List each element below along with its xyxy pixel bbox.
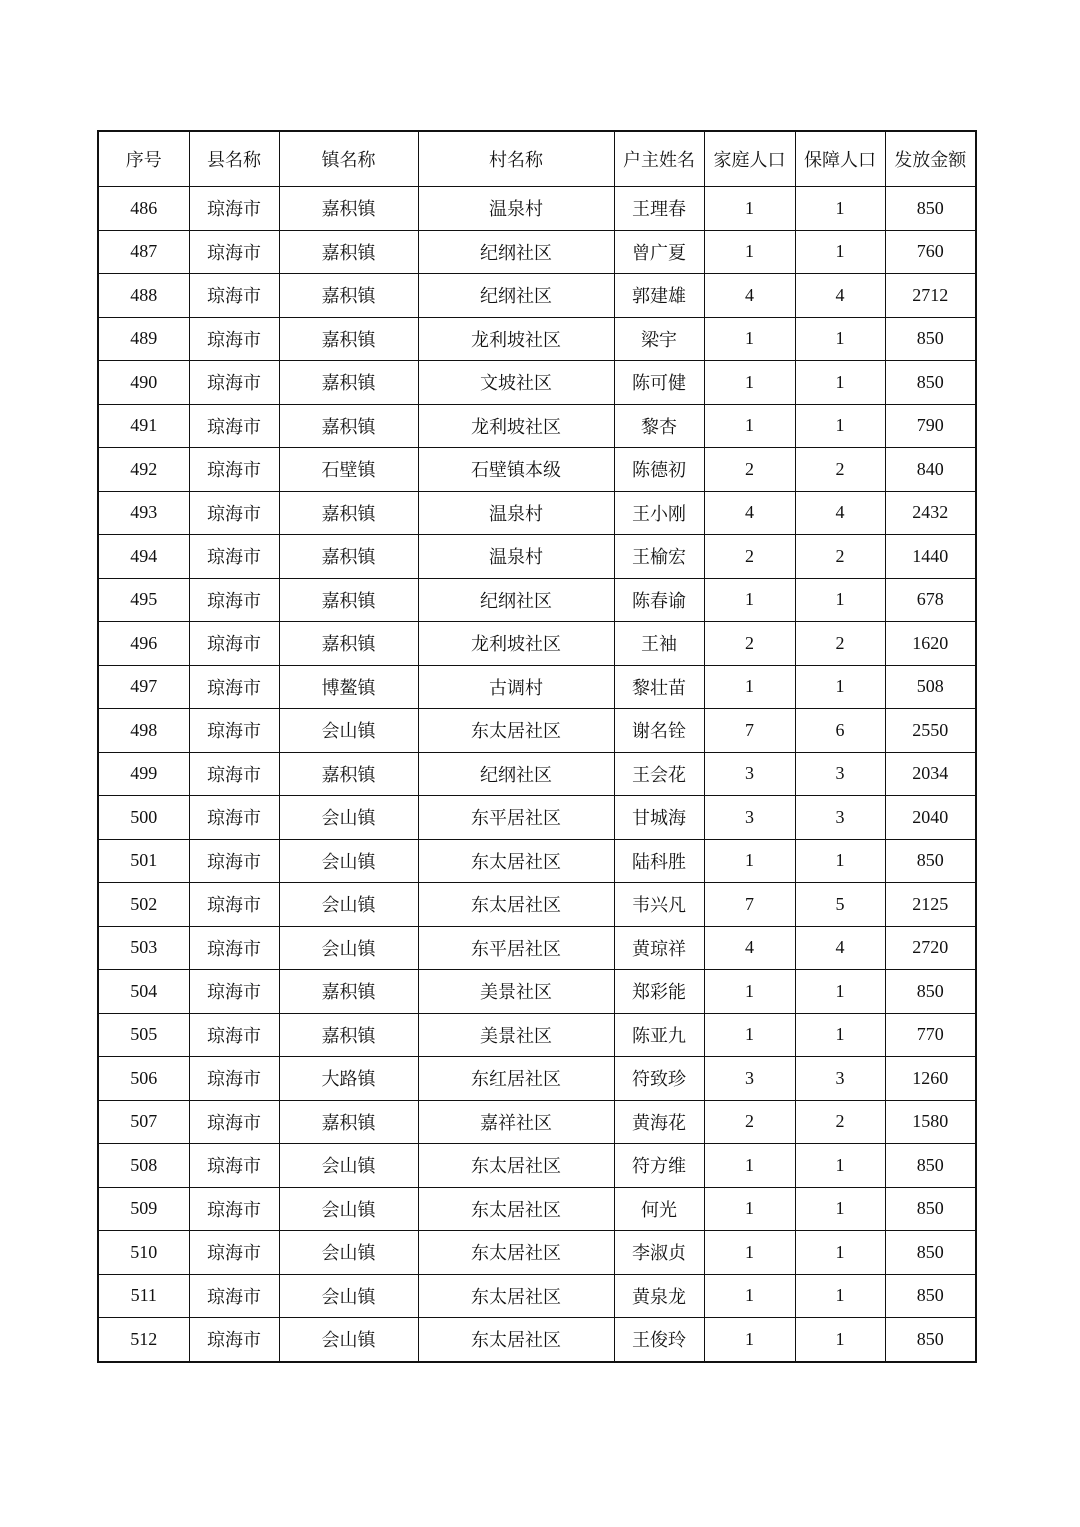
- cell-village: 温泉村: [418, 491, 614, 535]
- cell-family-size: 1: [704, 187, 795, 231]
- cell-family-size: 4: [704, 491, 795, 535]
- cell-covered-size: 3: [795, 752, 885, 796]
- cell-county: 琼海市: [189, 1057, 279, 1101]
- cell-householder: 黄海花: [614, 1100, 704, 1144]
- cell-town: 嘉积镇: [279, 491, 418, 535]
- cell-amount: 850: [885, 1274, 976, 1318]
- cell-village: 纪纲社区: [418, 274, 614, 318]
- cell-village: 纪纲社区: [418, 752, 614, 796]
- cell-village: 东太居社区: [418, 839, 614, 883]
- cell-covered-size: 2: [795, 1100, 885, 1144]
- cell-amount: 850: [885, 1318, 976, 1362]
- cell-amount: 850: [885, 361, 976, 405]
- cell-town: 嘉积镇: [279, 578, 418, 622]
- cell-county: 琼海市: [189, 230, 279, 274]
- cell-town: 嘉积镇: [279, 404, 418, 448]
- cell-county: 琼海市: [189, 752, 279, 796]
- table-row: [98, 274, 976, 318]
- cell-family-size: 1: [704, 361, 795, 405]
- cell-amount: 850: [885, 970, 976, 1014]
- cell-town: 嘉积镇: [279, 1013, 418, 1057]
- cell-householder: 何光: [614, 1187, 704, 1231]
- cell-family-size: 7: [704, 883, 795, 927]
- cell-village: 古调村: [418, 665, 614, 709]
- header-town: 镇名称: [279, 131, 418, 187]
- cell-village: 东太居社区: [418, 709, 614, 753]
- cell-family-size: 4: [704, 926, 795, 970]
- header-village: 村名称: [418, 131, 614, 187]
- cell-householder: 陈德初: [614, 448, 704, 492]
- cell-family-size: 1: [704, 1013, 795, 1057]
- cell-serial-no: 503: [98, 926, 189, 970]
- cell-county: 琼海市: [189, 491, 279, 535]
- cell-serial-no: 505: [98, 1013, 189, 1057]
- cell-householder: 王理春: [614, 187, 704, 231]
- cell-family-size: 1: [704, 1187, 795, 1231]
- table-row: [98, 1144, 976, 1188]
- cell-covered-size: 2: [795, 535, 885, 579]
- cell-householder: 王小刚: [614, 491, 704, 535]
- header-family-size: 家庭人口: [704, 131, 795, 187]
- cell-amount: 760: [885, 230, 976, 274]
- table-row: [98, 1057, 976, 1101]
- header-serial-no: 序号: [98, 131, 189, 187]
- cell-serial-no: 496: [98, 622, 189, 666]
- cell-village: 美景社区: [418, 970, 614, 1014]
- cell-county: 琼海市: [189, 970, 279, 1014]
- cell-amount: 790: [885, 404, 976, 448]
- cell-town: 博鳌镇: [279, 665, 418, 709]
- table-row: [98, 796, 976, 840]
- cell-county: 琼海市: [189, 709, 279, 753]
- cell-county: 琼海市: [189, 361, 279, 405]
- cell-serial-no: 495: [98, 578, 189, 622]
- cell-serial-no: 508: [98, 1144, 189, 1188]
- cell-amount: 770: [885, 1013, 976, 1057]
- cell-covered-size: 1: [795, 317, 885, 361]
- cell-town: 会山镇: [279, 709, 418, 753]
- cell-county: 琼海市: [189, 404, 279, 448]
- cell-family-size: 1: [704, 1231, 795, 1275]
- table-row: [98, 361, 976, 405]
- cell-county: 琼海市: [189, 535, 279, 579]
- cell-county: 琼海市: [189, 665, 279, 709]
- cell-county: 琼海市: [189, 274, 279, 318]
- cell-family-size: 4: [704, 274, 795, 318]
- cell-county: 琼海市: [189, 926, 279, 970]
- cell-serial-no: 494: [98, 535, 189, 579]
- cell-town: 会山镇: [279, 839, 418, 883]
- cell-covered-size: 4: [795, 274, 885, 318]
- header-county: 县名称: [189, 131, 279, 187]
- cell-village: 石壁镇本级: [418, 448, 614, 492]
- cell-town: 嘉积镇: [279, 752, 418, 796]
- cell-county: 琼海市: [189, 1318, 279, 1362]
- cell-town: 嘉积镇: [279, 187, 418, 231]
- cell-householder: 郑彩能: [614, 970, 704, 1014]
- cell-family-size: 1: [704, 665, 795, 709]
- cell-serial-no: 502: [98, 883, 189, 927]
- cell-family-size: 1: [704, 230, 795, 274]
- cell-householder: 梁宇: [614, 317, 704, 361]
- cell-householder: 王榆宏: [614, 535, 704, 579]
- cell-town: 大路镇: [279, 1057, 418, 1101]
- cell-village: 龙利坡社区: [418, 622, 614, 666]
- header-covered-size: 保障人口: [795, 131, 885, 187]
- cell-town: 嘉积镇: [279, 970, 418, 1014]
- cell-covered-size: 1: [795, 970, 885, 1014]
- cell-village: 东红居社区: [418, 1057, 614, 1101]
- cell-covered-size: 1: [795, 230, 885, 274]
- cell-village: 东太居社区: [418, 1231, 614, 1275]
- cell-county: 琼海市: [189, 1100, 279, 1144]
- cell-serial-no: 510: [98, 1231, 189, 1275]
- cell-village: 东太居社区: [418, 1187, 614, 1231]
- cell-county: 琼海市: [189, 796, 279, 840]
- cell-serial-no: 497: [98, 665, 189, 709]
- cell-amount: 2550: [885, 709, 976, 753]
- cell-serial-no: 506: [98, 1057, 189, 1101]
- cell-householder: 王会花: [614, 752, 704, 796]
- cell-serial-no: 493: [98, 491, 189, 535]
- cell-covered-size: 1: [795, 1274, 885, 1318]
- cell-covered-size: 1: [795, 187, 885, 231]
- table-row: [98, 317, 976, 361]
- cell-covered-size: 1: [795, 578, 885, 622]
- cell-serial-no: 490: [98, 361, 189, 405]
- cell-town: 嘉积镇: [279, 230, 418, 274]
- cell-town: 会山镇: [279, 1144, 418, 1188]
- cell-amount: 2040: [885, 796, 976, 840]
- cell-town: 会山镇: [279, 883, 418, 927]
- cell-family-size: 3: [704, 1057, 795, 1101]
- table-row: [98, 883, 976, 927]
- cell-town: 嘉积镇: [279, 535, 418, 579]
- cell-village: 东平居社区: [418, 926, 614, 970]
- cell-village: 纪纲社区: [418, 230, 614, 274]
- cell-serial-no: 488: [98, 274, 189, 318]
- cell-covered-size: 6: [795, 709, 885, 753]
- cell-householder: 黎壮苗: [614, 665, 704, 709]
- table-row: [98, 709, 976, 753]
- allowance-table: [97, 130, 977, 1363]
- table-row: [98, 1318, 976, 1362]
- table-row: [98, 622, 976, 666]
- cell-village: 温泉村: [418, 187, 614, 231]
- cell-covered-size: 2: [795, 622, 885, 666]
- table-row: [98, 230, 976, 274]
- cell-county: 琼海市: [189, 1274, 279, 1318]
- cell-amount: 2432: [885, 491, 976, 535]
- cell-village: 美景社区: [418, 1013, 614, 1057]
- table-row: [98, 535, 976, 579]
- cell-covered-size: 4: [795, 491, 885, 535]
- table-row: [98, 187, 976, 231]
- cell-covered-size: 4: [795, 926, 885, 970]
- cell-town: 会山镇: [279, 926, 418, 970]
- table-row: [98, 1100, 976, 1144]
- cell-householder: 李淑贞: [614, 1231, 704, 1275]
- cell-serial-no: 498: [98, 709, 189, 753]
- cell-householder: 甘城海: [614, 796, 704, 840]
- cell-family-size: 1: [704, 578, 795, 622]
- cell-family-size: 7: [704, 709, 795, 753]
- cell-county: 琼海市: [189, 622, 279, 666]
- cell-amount: 2712: [885, 274, 976, 318]
- cell-serial-no: 501: [98, 839, 189, 883]
- cell-householder: 黄泉龙: [614, 1274, 704, 1318]
- cell-town: 嘉积镇: [279, 622, 418, 666]
- table-row: [98, 1013, 976, 1057]
- cell-serial-no: 499: [98, 752, 189, 796]
- cell-family-size: 1: [704, 1274, 795, 1318]
- table-row: [98, 839, 976, 883]
- table-row: [98, 970, 976, 1014]
- cell-amount: 850: [885, 187, 976, 231]
- cell-covered-size: 3: [795, 796, 885, 840]
- cell-amount: 2720: [885, 926, 976, 970]
- table-row: [98, 448, 976, 492]
- cell-householder: 黄琼祥: [614, 926, 704, 970]
- cell-serial-no: 492: [98, 448, 189, 492]
- cell-village: 东太居社区: [418, 1318, 614, 1362]
- cell-town: 石壁镇: [279, 448, 418, 492]
- cell-county: 琼海市: [189, 883, 279, 927]
- cell-householder: 韦兴凡: [614, 883, 704, 927]
- table-row: [98, 1187, 976, 1231]
- cell-family-size: 1: [704, 404, 795, 448]
- cell-covered-size: 1: [795, 1144, 885, 1188]
- table-row: [98, 491, 976, 535]
- cell-serial-no: 489: [98, 317, 189, 361]
- cell-serial-no: 500: [98, 796, 189, 840]
- cell-covered-size: 1: [795, 839, 885, 883]
- cell-amount: 850: [885, 1144, 976, 1188]
- cell-covered-size: 2: [795, 448, 885, 492]
- cell-amount: 678: [885, 578, 976, 622]
- cell-covered-size: 5: [795, 883, 885, 927]
- cell-town: 嘉积镇: [279, 274, 418, 318]
- cell-town: 会山镇: [279, 1274, 418, 1318]
- cell-serial-no: 486: [98, 187, 189, 231]
- header-householder: 户主姓名: [614, 131, 704, 187]
- cell-family-size: 2: [704, 448, 795, 492]
- cell-county: 琼海市: [189, 1231, 279, 1275]
- cell-village: 东太居社区: [418, 1144, 614, 1188]
- cell-family-size: 3: [704, 796, 795, 840]
- cell-town: 嘉积镇: [279, 1100, 418, 1144]
- cell-householder: 郭建雄: [614, 274, 704, 318]
- cell-amount: 1260: [885, 1057, 976, 1101]
- cell-family-size: 3: [704, 752, 795, 796]
- cell-village: 嘉祥社区: [418, 1100, 614, 1144]
- cell-amount: 850: [885, 317, 976, 361]
- table-header-row: [98, 131, 976, 187]
- cell-family-size: 1: [704, 839, 795, 883]
- cell-town: 嘉积镇: [279, 361, 418, 405]
- cell-householder: 王俊玲: [614, 1318, 704, 1362]
- cell-householder: 符方维: [614, 1144, 704, 1188]
- cell-county: 琼海市: [189, 578, 279, 622]
- cell-town: 嘉积镇: [279, 317, 418, 361]
- cell-covered-size: 1: [795, 665, 885, 709]
- cell-village: 东太居社区: [418, 883, 614, 927]
- table-row: [98, 752, 976, 796]
- cell-town: 会山镇: [279, 1318, 418, 1362]
- table-row: [98, 665, 976, 709]
- cell-householder: 谢名铨: [614, 709, 704, 753]
- cell-covered-size: 1: [795, 1013, 885, 1057]
- cell-householder: 陈可健: [614, 361, 704, 405]
- cell-family-size: 1: [704, 970, 795, 1014]
- cell-householder: 王袖: [614, 622, 704, 666]
- cell-serial-no: 504: [98, 970, 189, 1014]
- cell-family-size: 2: [704, 622, 795, 666]
- cell-householder: 曾广夏: [614, 230, 704, 274]
- cell-covered-size: 1: [795, 1231, 885, 1275]
- cell-county: 琼海市: [189, 839, 279, 883]
- cell-serial-no: 511: [98, 1274, 189, 1318]
- cell-amount: 850: [885, 1187, 976, 1231]
- cell-county: 琼海市: [189, 1144, 279, 1188]
- cell-family-size: 2: [704, 535, 795, 579]
- cell-village: 龙利坡社区: [418, 317, 614, 361]
- cell-family-size: 1: [704, 317, 795, 361]
- cell-amount: 1620: [885, 622, 976, 666]
- cell-householder: 黎杏: [614, 404, 704, 448]
- cell-town: 会山镇: [279, 1187, 418, 1231]
- cell-amount: 1580: [885, 1100, 976, 1144]
- table-body: [98, 187, 976, 1362]
- cell-covered-size: 1: [795, 1318, 885, 1362]
- cell-amount: 850: [885, 1231, 976, 1275]
- cell-village: 东太居社区: [418, 1274, 614, 1318]
- cell-covered-size: 1: [795, 404, 885, 448]
- cell-village: 温泉村: [418, 535, 614, 579]
- cell-amount: 2034: [885, 752, 976, 796]
- cell-county: 琼海市: [189, 1187, 279, 1231]
- cell-serial-no: 512: [98, 1318, 189, 1362]
- header-amount: 发放金额: [885, 131, 976, 187]
- cell-family-size: 2: [704, 1100, 795, 1144]
- cell-householder: 陈亚九: [614, 1013, 704, 1057]
- cell-serial-no: 487: [98, 230, 189, 274]
- cell-family-size: 1: [704, 1144, 795, 1188]
- cell-householder: 陈春谕: [614, 578, 704, 622]
- cell-village: 纪纲社区: [418, 578, 614, 622]
- cell-serial-no: 491: [98, 404, 189, 448]
- cell-covered-size: 3: [795, 1057, 885, 1101]
- cell-householder: 符致珍: [614, 1057, 704, 1101]
- cell-amount: 850: [885, 839, 976, 883]
- cell-town: 会山镇: [279, 796, 418, 840]
- cell-town: 会山镇: [279, 1231, 418, 1275]
- cell-family-size: 1: [704, 1318, 795, 1362]
- table-row: [98, 1274, 976, 1318]
- table-row: [98, 1231, 976, 1275]
- cell-village: 东平居社区: [418, 796, 614, 840]
- cell-covered-size: 1: [795, 1187, 885, 1231]
- cell-amount: 2125: [885, 883, 976, 927]
- cell-amount: 1440: [885, 535, 976, 579]
- cell-amount: 840: [885, 448, 976, 492]
- cell-householder: 陆科胜: [614, 839, 704, 883]
- cell-covered-size: 1: [795, 361, 885, 405]
- table-row: [98, 926, 976, 970]
- table-row: [98, 578, 976, 622]
- cell-county: 琼海市: [189, 1013, 279, 1057]
- cell-county: 琼海市: [189, 187, 279, 231]
- cell-county: 琼海市: [189, 317, 279, 361]
- cell-county: 琼海市: [189, 448, 279, 492]
- cell-amount: 508: [885, 665, 976, 709]
- cell-village: 龙利坡社区: [418, 404, 614, 448]
- cell-village: 文坡社区: [418, 361, 614, 405]
- cell-serial-no: 507: [98, 1100, 189, 1144]
- table-row: [98, 404, 976, 448]
- cell-serial-no: 509: [98, 1187, 189, 1231]
